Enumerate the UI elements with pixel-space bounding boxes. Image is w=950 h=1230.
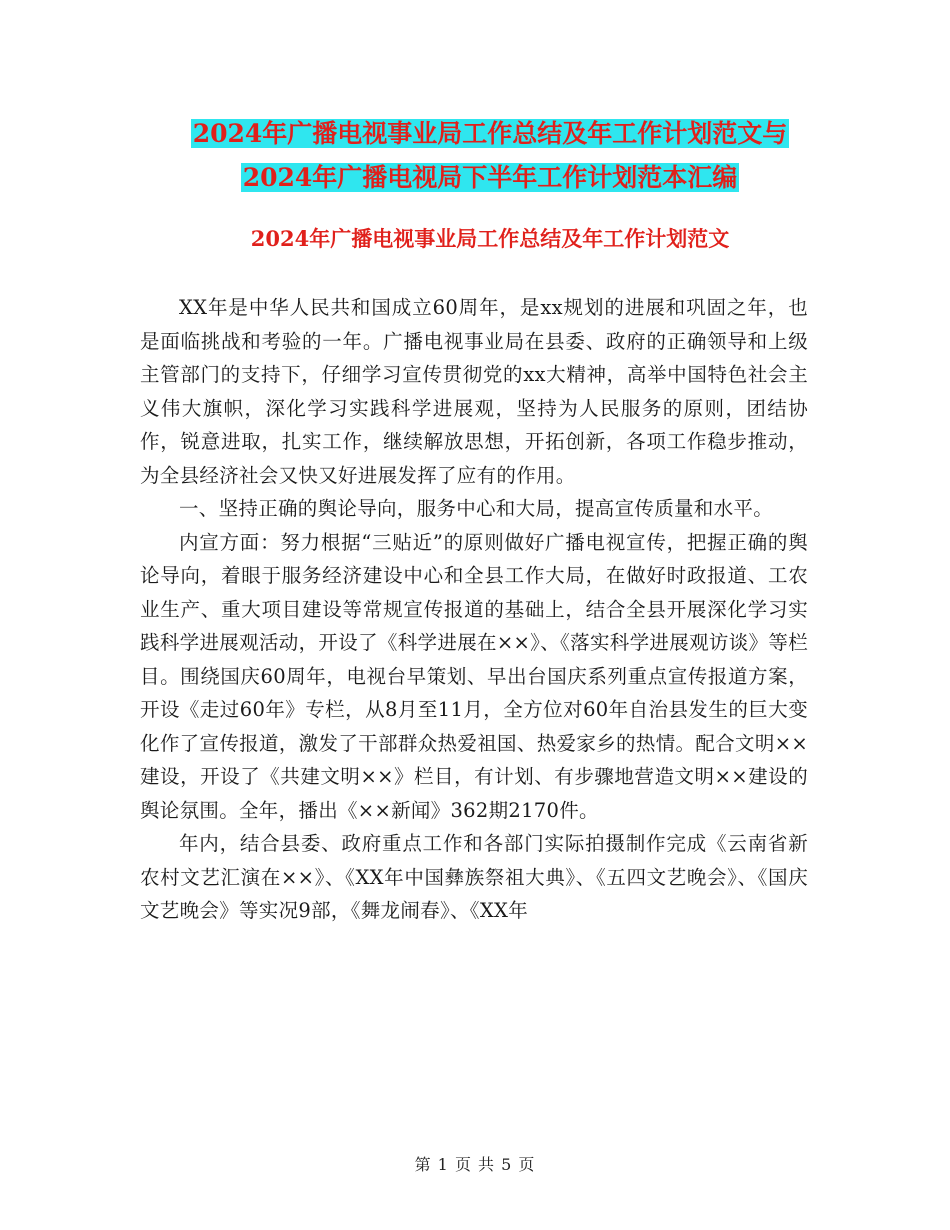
document-title-line-2: 2024年广播电视局下半年工作计划范本汇编 (242, 163, 738, 192)
paragraph-internal-publicity: 内宣方面：努力根据“三贴近”的原则做好广播电视宣传，把握正确的舆论导向，着眼于服务经济建设中心和全县工作大局，在做好时政报道、工农业生产、重大项目建设等常规宣传报道的基础上，结合全县开展深化学习实践科学进展观活动，开设了《科学进展在××》、《落实科学进展观访谈》等栏目。围绕国庆60周年，电视台早策划、早出台国庆系列重点宣传报道方案，开设《走过60年》专栏，从8月至11月，全方位对60年自治县发生的巨大变化作了宣传报道，激发了干部群众热爱祖国、热爱家乡的热情。配合文明××建设，开设了《共建文明××》栏目，有计划、有步骤地营造文明××建设的舆论氛围。全年，播出《××新闻》362期2170件。 (140, 530, 808, 822)
section-title: 2024年广播电视事业局工作总结及年工作计划范文 (250, 226, 730, 251)
document-title (140, 112, 840, 200)
page-number-footer: 第 1 页 共 5 页 (414, 1155, 536, 1174)
paragraph-productions: 年内，结合县委、政府重点工作和各部门实际拍摄制作完成《云南省新农村文艺汇演在××》、《XX年中国彝族祭祖大典》、《五四文艺晚会》、《国庆文艺晚会》等实况9部，《舞龙闹春》、《XX年 (140, 832, 808, 922)
paragraph-intro: XX年是中华人民共和国成立60周年，是xx规划的进展和巩固之年，也是面临挑战和考验的一年。广播电视事业局在县委、政府的正确领导和上级主管部门的支持下，仔细学习宣传贯彻党的xx大精神，高举中国特色社会主义伟大旗帜，深化学习实践科学进展观，坚持为人民服务的原则，团结协作，锐意进取，扎实工作，继续解放思想，开拓创新，各项工作稳步推动，为全县经济社会又快又好进展发挥了应有的作用。 (140, 296, 808, 487)
document-title-line-1: 2024年广播电视事业局工作总结及年工作计划范文与 (192, 119, 788, 148)
paragraph-heading-one: 一、坚持正确的舆论导向，服务中心和大局，提高宣传质量和水平。 (179, 497, 774, 520)
document-body (140, 291, 808, 928)
